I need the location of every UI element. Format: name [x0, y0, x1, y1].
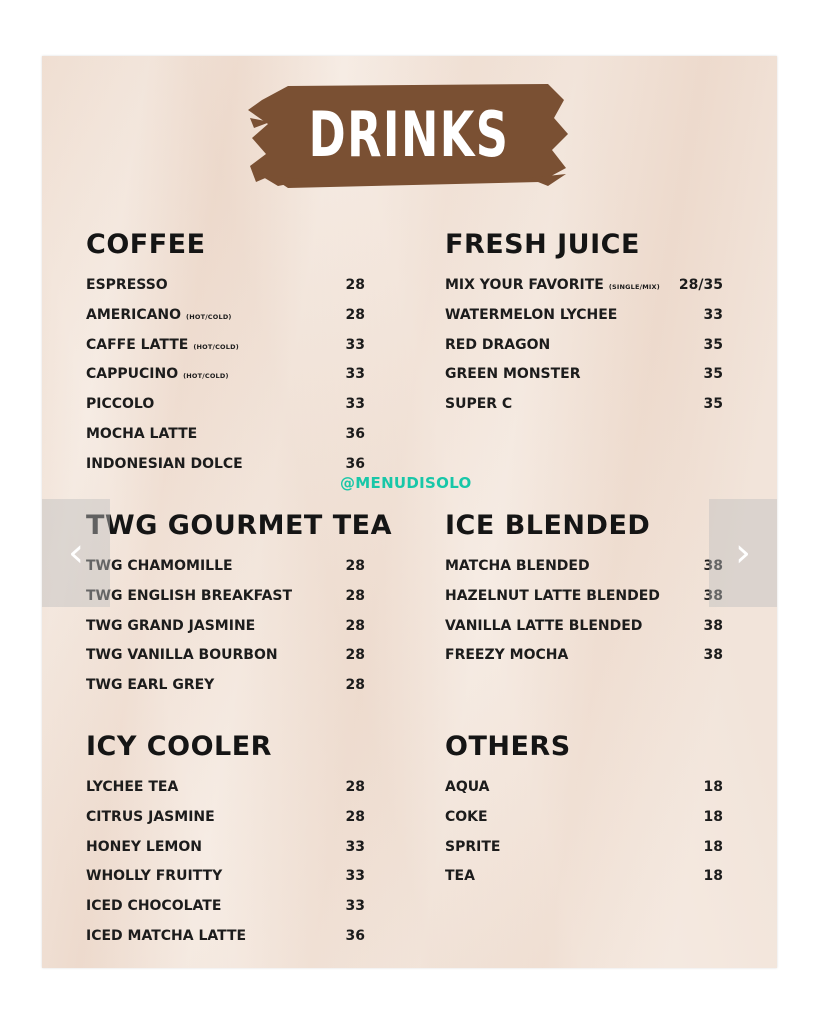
item-name: PICCOLO — [86, 396, 155, 413]
item-label — [86, 277, 168, 293]
item-name: ICED MATCHA LATTE — [86, 927, 247, 944]
item-label — [445, 558, 590, 574]
item-price: 38 — [703, 647, 723, 664]
item-label — [86, 928, 246, 944]
item-price: 28/35 — [678, 277, 723, 293]
item-price: 33 — [345, 898, 365, 915]
menu-item — [86, 779, 365, 809]
item-label — [445, 647, 568, 663]
menu-item — [86, 277, 365, 307]
menu-item — [86, 647, 365, 677]
item-price: 33 — [345, 396, 365, 413]
item-label — [445, 618, 642, 634]
section-twg-gourmet-tea — [86, 509, 392, 707]
item-name: HONEY LEMON — [86, 838, 202, 855]
item-price: 28 — [345, 558, 365, 574]
menu-item — [445, 809, 723, 839]
item-list — [445, 277, 723, 426]
item-name: WHOLLY FRUITTY — [86, 868, 223, 885]
item-name: TWG EARL GREY — [86, 677, 215, 694]
section-heading: COFFEE — [86, 229, 206, 260]
section-heading: ICE BLENDED — [445, 510, 651, 541]
menu-item — [445, 277, 723, 307]
item-price: 38 — [703, 617, 723, 634]
item-label — [86, 618, 255, 634]
menu-item — [445, 307, 723, 337]
item-price: 35 — [703, 336, 723, 353]
menu-item — [445, 558, 723, 588]
item-list — [445, 779, 723, 898]
item-name: MIX YOUR FAVORITE — [445, 277, 604, 293]
section-ice-blended — [445, 509, 723, 677]
item-label — [445, 779, 490, 795]
page-title: DRINKS — [308, 97, 510, 171]
item-label — [86, 366, 229, 382]
item-price: 28 — [345, 587, 365, 604]
item-name: INDONESIAN DOLCE — [86, 455, 243, 472]
menu-item — [86, 839, 365, 869]
item-price: 28 — [345, 779, 365, 795]
item-price: 35 — [703, 396, 723, 413]
item-price: 18 — [703, 779, 723, 795]
menu-item — [86, 396, 365, 426]
menu-item — [445, 337, 723, 367]
section-heading: FRESH JUICE — [445, 229, 640, 260]
item-note: (HOT/COLD) — [186, 312, 232, 321]
item-price: 18 — [703, 868, 723, 885]
menu-item — [86, 337, 365, 367]
item-price: 28 — [345, 647, 365, 664]
section-heading: TWG GOURMET TEA — [86, 510, 392, 541]
next-slide-button[interactable] — [709, 499, 777, 607]
item-price: 28 — [345, 808, 365, 825]
item-price: 38 — [703, 587, 723, 604]
item-name: AQUA — [445, 779, 490, 795]
item-price: 28 — [345, 277, 365, 293]
item-price: 38 — [703, 558, 723, 574]
item-label — [445, 839, 500, 855]
item-label — [86, 779, 178, 795]
item-list — [86, 277, 365, 486]
section-heading: ICY COOLER — [86, 731, 272, 762]
section-coffee — [86, 228, 365, 486]
item-price: 33 — [703, 306, 723, 323]
item-label — [86, 396, 154, 412]
item-price: 33 — [345, 838, 365, 855]
item-name: CAPPUCINO — [86, 366, 179, 383]
item-name: RED DRAGON — [445, 336, 551, 353]
menu-item — [86, 366, 365, 396]
menu-item — [86, 588, 365, 618]
item-name: WATERMELON LYCHEE — [445, 306, 618, 323]
item-label — [445, 588, 660, 604]
item-name: CAFFE LATTE — [86, 336, 189, 353]
item-price: 35 — [703, 366, 723, 383]
item-name: SUPER C — [445, 396, 513, 413]
item-label — [86, 426, 197, 442]
item-name: GREEN MONSTER — [445, 366, 581, 383]
item-price: 18 — [703, 808, 723, 825]
item-label — [86, 677, 214, 693]
item-note: (SINGLE/MIX) — [608, 283, 660, 291]
item-name: TWG GRAND JASMINE — [86, 617, 256, 634]
item-price: 36 — [345, 425, 365, 442]
title-banner — [248, 78, 570, 190]
item-name: COKE — [445, 808, 488, 825]
item-price: 36 — [345, 927, 365, 944]
item-price: 36 — [345, 455, 365, 472]
item-name: FREEZY MOCHA — [445, 647, 569, 664]
item-price: 18 — [703, 838, 723, 855]
item-label — [86, 588, 292, 604]
item-name: LYCHEE TEA — [86, 779, 179, 795]
menu-item — [86, 809, 365, 839]
menu-item — [445, 396, 723, 426]
item-name: HAZELNUT LATTE BLENDED — [445, 587, 660, 604]
menu-item — [445, 839, 723, 869]
item-price: 33 — [345, 868, 365, 885]
item-name: SPRITE — [445, 838, 501, 855]
item-name: TWG ENGLISH BREAKFAST — [86, 587, 293, 604]
item-label — [445, 337, 550, 353]
item-label — [86, 337, 239, 353]
item-name: AMERICANO — [86, 306, 182, 323]
item-label — [86, 647, 278, 663]
menu-item — [86, 898, 365, 928]
item-name: ESPRESSO — [86, 277, 168, 293]
item-name: ICED CHOCOLATE — [86, 898, 222, 915]
item-label — [86, 809, 215, 825]
section-icy-cooler — [86, 730, 365, 958]
item-name: TEA — [445, 868, 475, 885]
menu-item — [445, 588, 723, 618]
menu-item — [86, 868, 365, 898]
item-list — [86, 779, 365, 958]
item-name: VANILLA LATTE BLENDED — [445, 617, 643, 634]
item-price: 28 — [345, 617, 365, 634]
menu-item — [86, 928, 365, 958]
item-name: MOCHA LATTE — [86, 425, 198, 442]
menu-item — [445, 868, 723, 898]
item-list — [445, 558, 723, 677]
item-label — [445, 366, 581, 382]
item-label — [86, 839, 202, 855]
menu-item — [86, 307, 365, 337]
item-label — [445, 396, 512, 412]
menu-item — [445, 647, 723, 677]
item-price: 33 — [345, 366, 365, 383]
item-label — [445, 277, 660, 293]
item-name: TWG VANILLA BOURBON — [86, 647, 278, 664]
chevron-left-icon: ‹ — [68, 530, 84, 576]
watermark-handle: @MENUDISOLO — [340, 474, 472, 492]
menu-item — [86, 618, 365, 648]
item-label — [445, 809, 488, 825]
prev-slide-button[interactable] — [42, 499, 110, 607]
menu-item — [445, 366, 723, 396]
menu-item — [86, 456, 365, 486]
item-price: 28 — [345, 677, 365, 694]
menu-item — [445, 618, 723, 648]
item-label — [86, 898, 221, 914]
chevron-right-icon: › — [735, 530, 751, 576]
menu-item — [86, 558, 365, 588]
item-name: CITRUS JASMINE — [86, 808, 215, 825]
section-others — [445, 730, 723, 898]
item-label — [445, 307, 617, 323]
menu-item — [445, 779, 723, 809]
item-label — [86, 307, 232, 323]
item-note: (HOT/COLD) — [183, 372, 229, 381]
item-name: TWG CHAMOMILLE — [86, 558, 233, 574]
item-label — [445, 868, 475, 884]
section-heading: OTHERS — [445, 731, 571, 762]
item-list — [86, 558, 365, 707]
section-fresh-juice — [445, 228, 723, 426]
item-price: 28 — [345, 306, 365, 323]
menu-item — [86, 426, 365, 456]
item-note: (HOT/COLD) — [193, 342, 239, 351]
item-label — [86, 868, 222, 884]
item-price: 33 — [345, 336, 365, 353]
item-name: MATCHA BLENDED — [445, 558, 590, 574]
menu-item — [86, 677, 365, 707]
item-label — [86, 456, 243, 472]
